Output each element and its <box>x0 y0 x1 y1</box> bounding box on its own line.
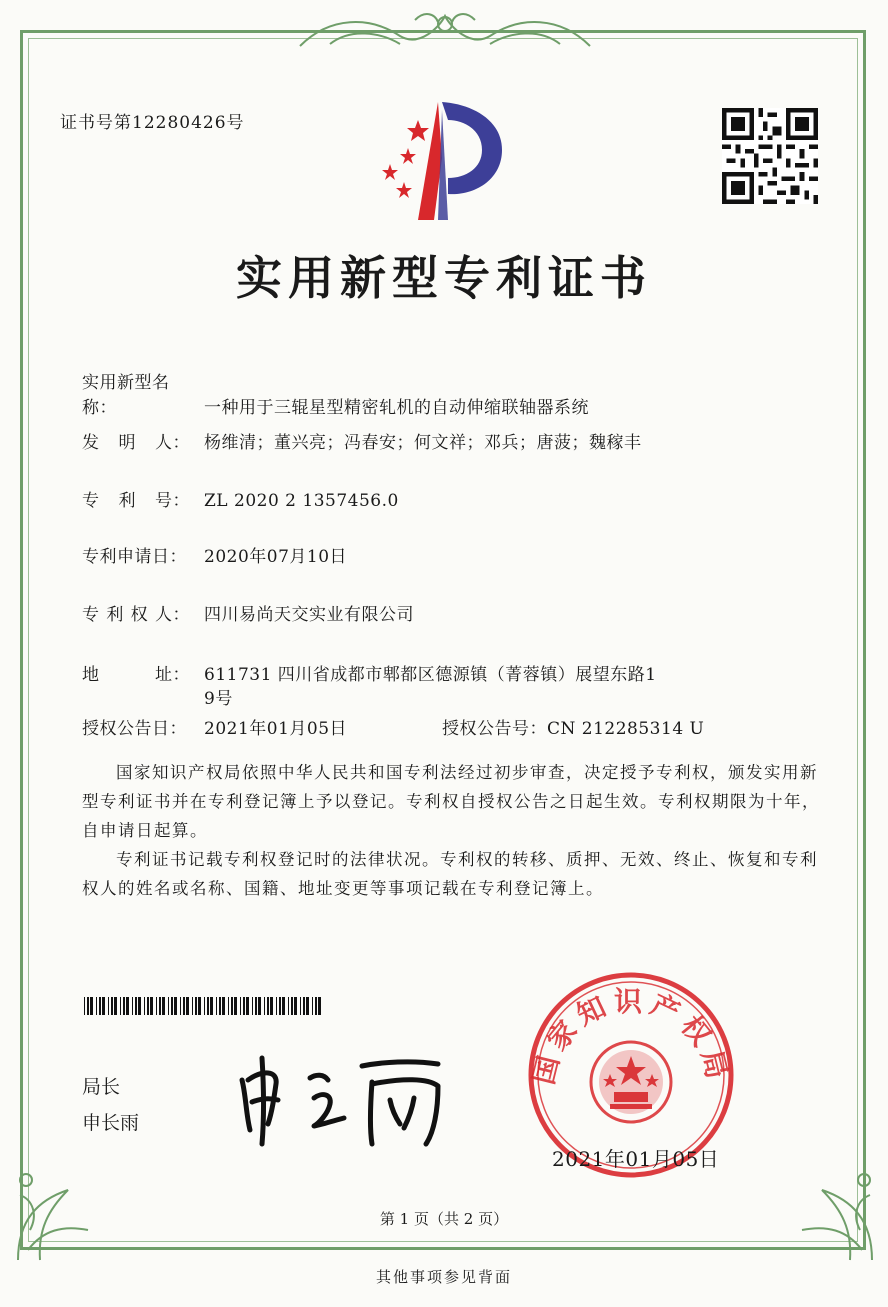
barcode-bar <box>84 997 85 1015</box>
certificate-number: 证书号第12280426号 <box>60 113 245 133</box>
grant-date-row <box>82 714 347 739</box>
patent-number-label: 专 利 号： <box>82 491 190 511</box>
barcode-bar <box>315 997 317 1015</box>
barcode-bar <box>282 997 285 1015</box>
barcode-bar <box>192 997 193 1015</box>
patentee-value: 四川易尚天交实业有限公司 <box>204 605 414 625</box>
filing-date-value: 2020年07月10日 <box>204 547 348 567</box>
barcode-bar <box>147 997 149 1015</box>
patentee-row <box>82 600 414 625</box>
barcode-bar <box>180 997 181 1015</box>
qr-code <box>722 108 818 204</box>
barcode-bar <box>183 997 185 1015</box>
barcode-bar <box>219 997 221 1015</box>
address-row <box>82 660 657 685</box>
barcode-bar <box>90 997 93 1015</box>
grant-date-value: 2021年01月05日 <box>204 719 348 739</box>
barcode-bar <box>159 997 161 1015</box>
barcode-bar <box>162 997 165 1015</box>
barcode-bar <box>222 997 225 1015</box>
barcode-bar <box>126 997 129 1015</box>
address-continuation-row <box>204 684 233 709</box>
barcode-bar <box>228 997 229 1015</box>
barcode-bar <box>186 997 189 1015</box>
barcode-bar <box>252 997 253 1015</box>
barcode-bar <box>288 997 289 1015</box>
filing-date-row <box>82 542 347 567</box>
barcode-bar <box>243 997 245 1015</box>
barcode-bar <box>135 997 137 1015</box>
certificate-title: 实用新型专利证书 <box>236 251 652 305</box>
grant-statement-paragraph: 国家知识产权局依照中华人民共和国专利法经过初步审查，决定授予专利权，颁发实用新型专利证书并在专利登记簿上予以登记。专利权自授权公告之日起生效。专利权期限为十年，自申请日起算。 <box>82 763 820 840</box>
barcode-bar <box>123 997 125 1015</box>
director-title: 局长 <box>82 1076 121 1098</box>
barcode-bar <box>258 997 261 1015</box>
barcode-bar <box>294 997 297 1015</box>
barcode-bar <box>276 997 277 1015</box>
footer-note: 其他事项参见背面 <box>375 1268 512 1286</box>
barcode-bar <box>99 997 101 1015</box>
address-value-line2: 9号 <box>204 689 233 709</box>
inventor-value: 杨维清；董兴亮；冯春安；何文祥；邓兵；唐菠；魏稼丰 <box>204 433 642 453</box>
barcode-bar <box>255 997 257 1015</box>
patent-number-row <box>82 486 399 511</box>
barcode-bar <box>240 997 241 1015</box>
barcode <box>84 997 324 1015</box>
barcode-bar <box>306 997 309 1015</box>
barcode-bar <box>87 997 89 1015</box>
barcode-bar <box>204 997 205 1015</box>
barcode-bar <box>144 997 145 1015</box>
barcode-bar <box>234 997 237 1015</box>
top-ornament <box>290 6 600 56</box>
barcode-bar <box>210 997 213 1015</box>
grant-number-value: CN 212285314 U <box>547 719 705 739</box>
barcode-bar <box>174 997 177 1015</box>
utility-model-name-label: 实用新型名称： <box>82 373 170 418</box>
address-label: 地 址： <box>82 665 190 685</box>
barcode-bar <box>138 997 141 1015</box>
barcode-bar <box>267 997 269 1015</box>
barcode-bar <box>216 997 217 1015</box>
utility-model-name-value: 一种用于三辊星型精密轧机的自动伸缩联轴器系统 <box>204 398 589 418</box>
seal-text: 国家知识产权局 <box>526 984 736 1088</box>
inventor-label: 发 明 人： <box>82 433 190 453</box>
barcode-bar <box>156 997 157 1015</box>
barcode-bar <box>150 997 153 1015</box>
barcode-bar <box>132 997 133 1015</box>
barcode-bar <box>291 997 293 1015</box>
barcode-bar <box>96 997 97 1015</box>
barcode-bar <box>120 997 121 1015</box>
barcode-bar <box>102 997 105 1015</box>
patent-office-logo <box>368 98 514 224</box>
patentee-label: 专 利 权 人： <box>82 605 190 625</box>
barcode-bar <box>198 997 201 1015</box>
barcode-bar <box>195 997 197 1015</box>
barcode-bar <box>168 997 169 1015</box>
barcode-bar <box>114 997 117 1015</box>
barcode-bar <box>312 997 313 1015</box>
seal-date: 2021年01月05日 <box>552 1147 720 1171</box>
barcode-bar <box>318 997 321 1015</box>
barcode-bar <box>108 997 109 1015</box>
inventor-row <box>82 428 642 453</box>
director-name: 申长雨 <box>82 1112 140 1134</box>
page-indicator: 第 1 页（共 2 页） <box>379 1210 509 1228</box>
barcode-bar <box>207 997 209 1015</box>
barcode-bar <box>270 997 273 1015</box>
legal-status-paragraph: 专利证书记载专利权登记时的法律状况。专利权的转移、质押、无效、终止、恢复和专利权人的姓名或名称、国籍、地址变更等事项记载在专利登记簿上。 <box>82 850 818 898</box>
grant-date-label: 授权公告日： <box>82 719 187 739</box>
grant-number-label: 授权公告号： <box>442 719 547 739</box>
barcode-bar <box>279 997 281 1015</box>
filing-date-label: 专利申请日： <box>82 547 187 567</box>
barcode-bar <box>303 997 305 1015</box>
barcode-bar <box>246 997 249 1015</box>
utility-model-name-row <box>82 368 589 418</box>
grant-number-row <box>442 714 704 739</box>
director-signature <box>232 1040 462 1150</box>
barcode-bar <box>300 997 301 1015</box>
barcode-bar <box>264 997 265 1015</box>
barcode-bar <box>171 997 173 1015</box>
patent-number-value: ZL 2020 2 1357456.0 <box>204 491 399 511</box>
barcode-bar <box>111 997 113 1015</box>
barcode-bar <box>231 997 233 1015</box>
address-value-line1: 611731 四川省成都市郫都区德源镇（菁蓉镇）展望东路1 <box>204 665 657 685</box>
